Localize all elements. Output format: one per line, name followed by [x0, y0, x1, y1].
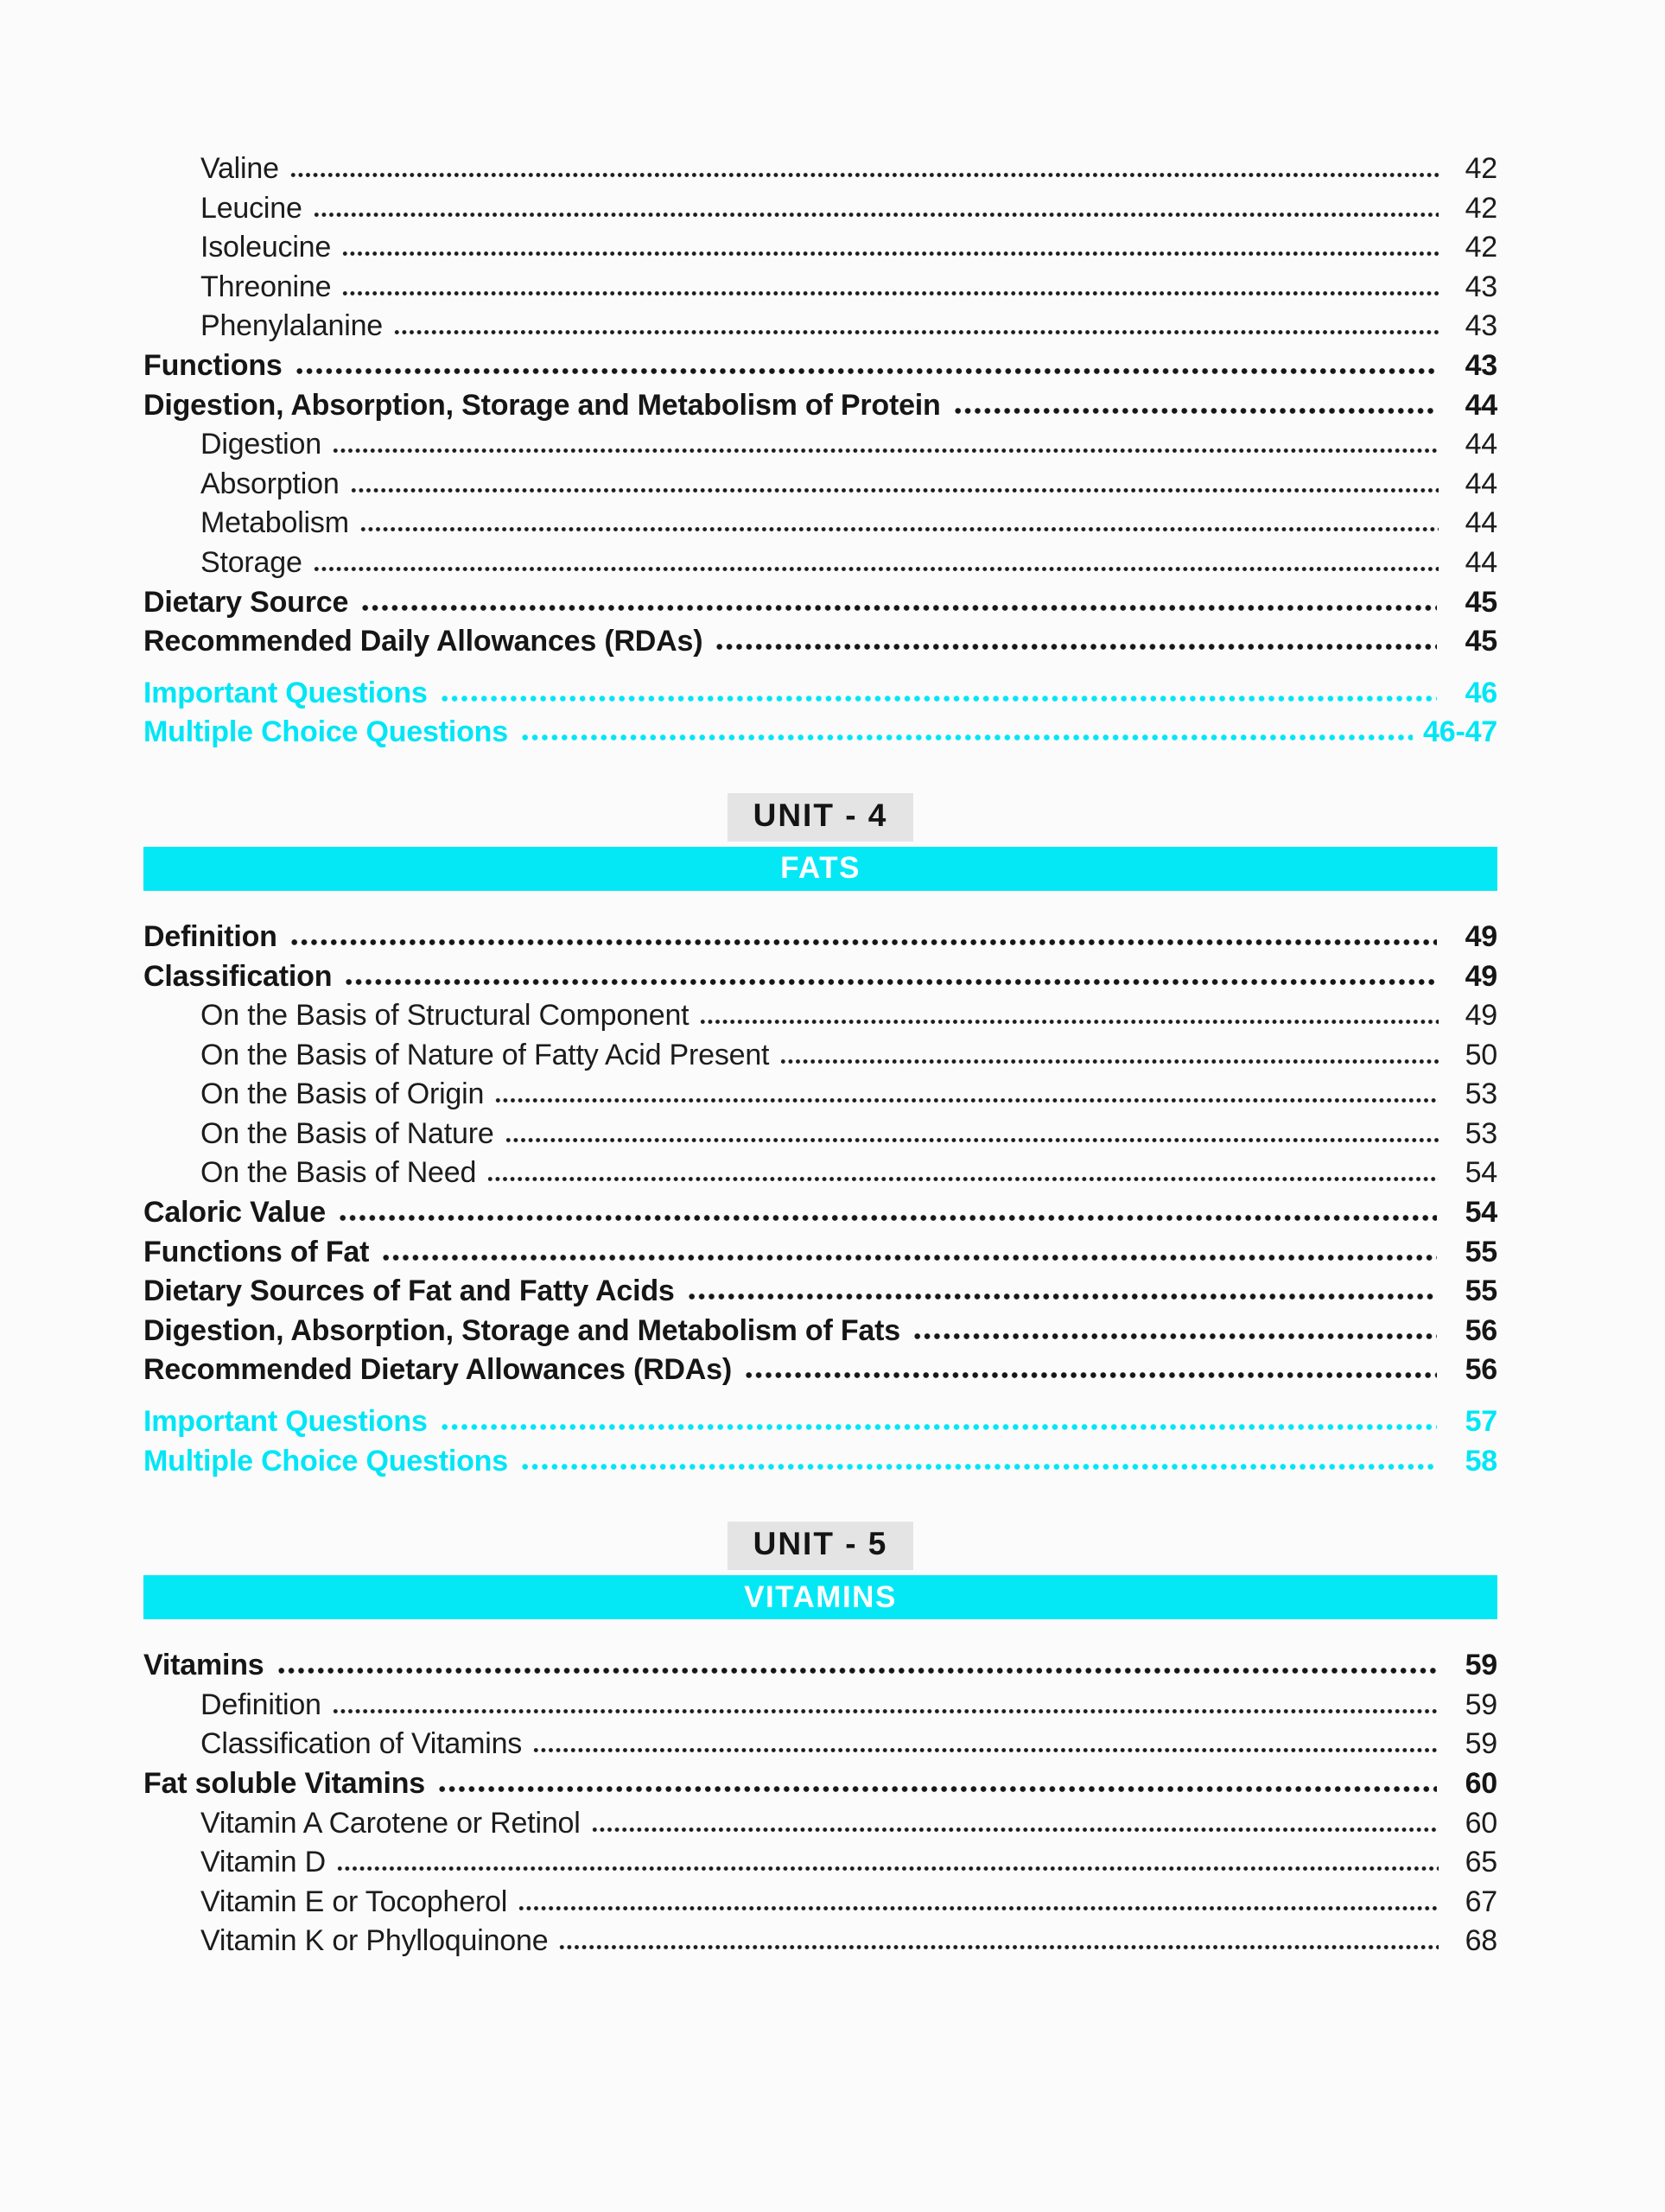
page-number: 55 [1465, 1274, 1497, 1308]
dot-leader [520, 734, 1413, 741]
toc-row [143, 389, 1497, 429]
page-number: 58 [1465, 1444, 1497, 1478]
page-number: 43 [1465, 270, 1497, 303]
page-number: 54 [1465, 1156, 1497, 1190]
dot-leader [313, 212, 1439, 218]
toc-entry-label: Vitamins [143, 1649, 264, 1682]
toc-entry-label: Functions [143, 348, 283, 382]
toc-row [143, 1445, 1497, 1484]
toc-row [143, 309, 1497, 349]
toc-row [143, 1688, 1497, 1728]
dot-leader [338, 1214, 1437, 1222]
page-number: 57 [1465, 1405, 1497, 1439]
page-number: 59 [1465, 1688, 1497, 1721]
toc-row [143, 960, 1497, 1000]
toc-entry-label: Vitamin D [200, 1846, 326, 1879]
dot-leader [953, 407, 1437, 415]
toc-row [143, 999, 1497, 1039]
dot-leader [532, 1747, 1439, 1753]
toc-row [143, 1405, 1497, 1445]
toc-row [143, 546, 1497, 586]
toc-entry-label: Digestion, Absorption, Storage and Metabolism of Fats [143, 1313, 900, 1347]
page-number: 55 [1465, 1235, 1497, 1268]
toc-entry-label: Phenylalanine [200, 309, 384, 343]
toc-entry-label: Dietary Source [143, 585, 349, 619]
toc-row [143, 349, 1497, 389]
page-number: 60 [1465, 1806, 1497, 1840]
toc-entry-label: Functions of Fat [143, 1235, 370, 1268]
table-of-contents [143, 152, 1497, 1964]
toc-row [143, 1117, 1497, 1157]
toc-entry-label: Storage [200, 545, 302, 579]
toc-entry-label: On the Basis of Need [200, 1156, 477, 1190]
toc-entry-label: Multiple Choice Questions [143, 1444, 508, 1478]
dot-leader [295, 367, 1437, 375]
unit-title-banner: VITAMINS [143, 1575, 1497, 1619]
toc-row [143, 270, 1497, 310]
unit-tag: UNIT - 5 [728, 1522, 914, 1570]
toc-row [143, 1807, 1497, 1847]
toc-entry-label: Isoleucine [200, 231, 332, 264]
page-number: 53 [1465, 1077, 1497, 1111]
toc-row [143, 1924, 1497, 1964]
page-number: 50 [1465, 1038, 1497, 1071]
dot-leader [360, 604, 1437, 612]
toc-row [143, 1236, 1497, 1275]
toc-row [143, 586, 1497, 626]
page-number: 53 [1465, 1116, 1497, 1150]
page-number: 49 [1465, 999, 1497, 1033]
unit-header [143, 1522, 1497, 1619]
toc-entry-label: Classification [143, 959, 333, 993]
page-number: 42 [1465, 191, 1497, 225]
page-number: 56 [1465, 1353, 1497, 1387]
dot-leader [440, 695, 1437, 702]
toc-row [143, 1274, 1497, 1314]
toc-row [143, 1727, 1497, 1767]
page-number: 44 [1465, 428, 1497, 461]
toc-entry-label: Dietary Sources of Fat and Fatty Acids [143, 1274, 675, 1308]
dot-leader [313, 566, 1439, 572]
dot-leader [520, 1463, 1437, 1471]
toc-entry-label: Recommended Daily Allowances (RDAs) [143, 625, 703, 658]
dot-leader [779, 1058, 1439, 1065]
dot-leader [744, 1371, 1437, 1379]
dot-leader [350, 487, 1439, 493]
dot-leader [332, 1708, 1439, 1714]
toc-row [143, 920, 1497, 960]
toc-row [143, 1039, 1497, 1078]
page-number: 46-47 [1423, 715, 1497, 749]
toc-entry-label: Multiple Choice Questions [143, 715, 508, 749]
toc-entry-label: Fat soluble Vitamins [143, 1767, 426, 1800]
page-number: 67 [1465, 1885, 1497, 1918]
toc-entry-label: Leucine [200, 191, 302, 225]
page-number: 45 [1465, 585, 1497, 619]
toc-entry-label: On the Basis of Nature of Fatty Acid Present [200, 1038, 770, 1071]
page-number: 49 [1465, 959, 1497, 993]
unit-header [143, 793, 1497, 891]
toc-entry-label: Vitamin E or Tocopherol [200, 1885, 508, 1918]
toc-entry-label: On the Basis of Origin [200, 1077, 485, 1111]
toc-row [143, 1846, 1497, 1885]
unit-tag-wrap [143, 1522, 1497, 1570]
toc-row [143, 1353, 1497, 1393]
dot-leader [344, 978, 1437, 986]
toc-entry-label: Important Questions [143, 1405, 428, 1439]
page-number: 59 [1465, 1649, 1497, 1682]
toc-row [143, 1767, 1497, 1807]
page-number: 60 [1465, 1767, 1497, 1800]
dot-leader [591, 1827, 1439, 1833]
toc-entry-label: Metabolism [200, 506, 349, 540]
page-number: 68 [1465, 1924, 1497, 1958]
dot-leader [332, 448, 1439, 454]
toc-entry-label: Vitamin K or Phylloquinone [200, 1924, 549, 1958]
page-number: 45 [1465, 625, 1497, 658]
toc-row [143, 192, 1497, 232]
page-number: 49 [1465, 919, 1497, 953]
toc-row [143, 1649, 1497, 1688]
toc-entry-label: Classification of Vitamins [200, 1727, 523, 1761]
toc-entry-label: Threonine [200, 270, 332, 303]
dot-leader [289, 938, 1437, 946]
toc-row [143, 428, 1497, 467]
toc-entry-label: On the Basis of Nature [200, 1116, 494, 1150]
page-number: 42 [1465, 152, 1497, 185]
dot-leader [715, 643, 1437, 651]
toc-entry-label: Caloric Value [143, 1196, 326, 1230]
toc-row [143, 1077, 1497, 1117]
unit-tag: UNIT - 4 [728, 793, 914, 842]
unit-title-banner: FATS [143, 847, 1497, 891]
page-number: 42 [1465, 231, 1497, 264]
page-number: 43 [1465, 348, 1497, 382]
toc-row [143, 506, 1497, 546]
dot-leader [699, 1019, 1439, 1025]
toc-row [143, 467, 1497, 507]
dot-leader [393, 329, 1439, 335]
toc-entry-label: Valine [200, 152, 279, 185]
page-number: 44 [1465, 388, 1497, 422]
dot-leader [359, 526, 1439, 532]
unit-tag-wrap [143, 793, 1497, 842]
toc-row [143, 677, 1497, 716]
toc-entry-label: Important Questions [143, 676, 428, 709]
dot-leader [912, 1332, 1437, 1340]
dot-leader [289, 172, 1439, 178]
toc-entry-label: Recommended Dietary Allowances (RDAs) [143, 1353, 732, 1387]
page-number: 43 [1465, 309, 1497, 343]
toc-row [143, 715, 1497, 755]
dot-leader [276, 1667, 1438, 1675]
dot-leader [437, 1785, 1437, 1793]
toc-row [143, 152, 1497, 192]
dot-leader [558, 1944, 1439, 1950]
toc-entry-label: On the Basis of Structural Component [200, 999, 690, 1033]
page-number: 46 [1465, 676, 1497, 709]
toc-row [143, 1196, 1497, 1236]
page-number: 44 [1465, 506, 1497, 540]
page-number: 54 [1465, 1196, 1497, 1230]
toc-row [143, 625, 1497, 664]
dot-leader [440, 1423, 1437, 1431]
toc-entry-label: Vitamin A Carotene or Retinol [200, 1806, 581, 1840]
page-number: 56 [1465, 1313, 1497, 1347]
toc-row [143, 231, 1497, 270]
toc-row [143, 1885, 1497, 1925]
dot-leader [505, 1137, 1439, 1143]
page-number: 44 [1465, 545, 1497, 579]
toc-entry-label: Absorption [200, 467, 340, 500]
page-number: 59 [1465, 1727, 1497, 1761]
toc-entry-label: Digestion [200, 428, 321, 461]
dot-leader [687, 1293, 1437, 1300]
dot-leader [341, 251, 1439, 257]
dot-leader [336, 1866, 1439, 1872]
dot-leader [486, 1176, 1439, 1182]
toc-entry-label: Digestion, Absorption, Storage and Metabolism of Protein [143, 388, 941, 422]
toc-entry-label: Definition [143, 919, 277, 953]
dot-leader [341, 290, 1439, 296]
page-number: 65 [1465, 1846, 1497, 1879]
toc-entry-label: Definition [200, 1688, 321, 1721]
toc-row [143, 1156, 1497, 1196]
page-number: 44 [1465, 467, 1497, 500]
dot-leader [381, 1254, 1437, 1262]
dot-leader [518, 1905, 1439, 1911]
toc-row [143, 1314, 1497, 1354]
dot-leader [494, 1097, 1439, 1103]
